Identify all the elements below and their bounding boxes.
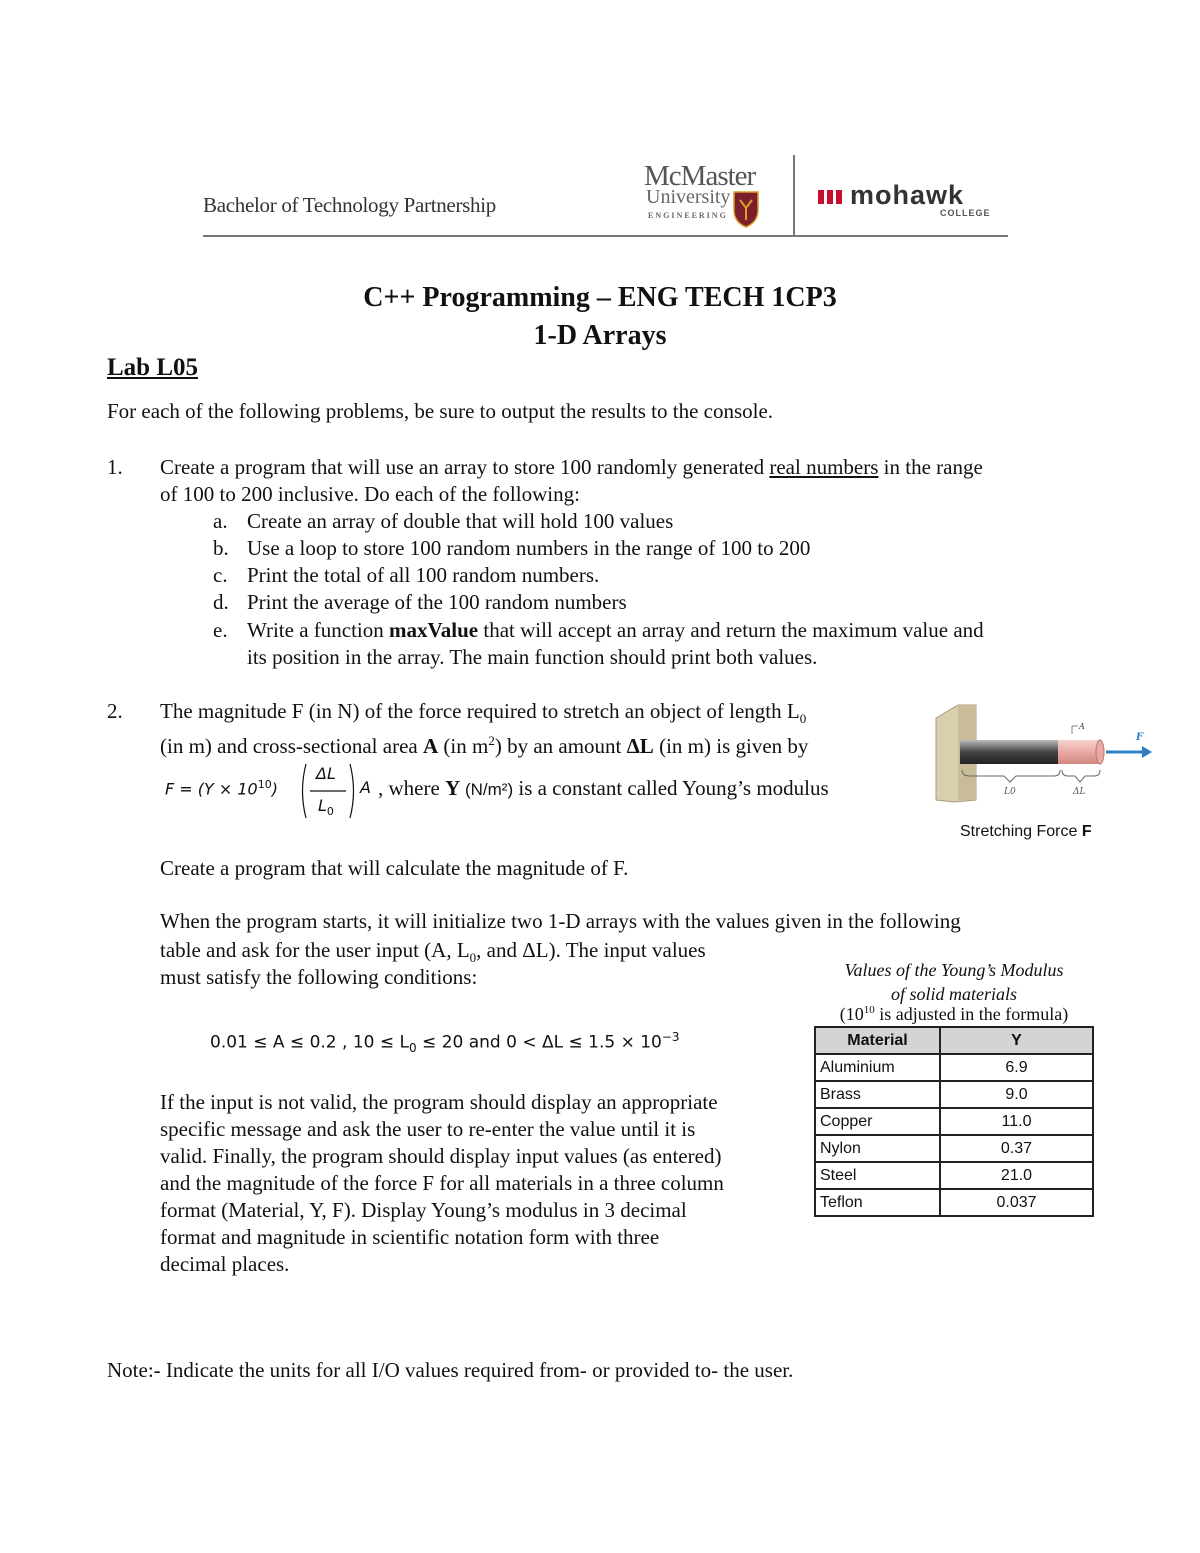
course-title: C++ Programming – ENG TECH 1CP3 bbox=[363, 282, 837, 313]
maxvalue-function-name: maxValue bbox=[389, 618, 479, 642]
fig-label-a: A bbox=[1079, 722, 1085, 731]
youngs-modulus-table bbox=[814, 1026, 1094, 1217]
p2-delta-l-symbol: ΔL bbox=[626, 734, 654, 758]
y-cell: 0.037 bbox=[940, 1189, 1093, 1216]
eq-rhs: A bbox=[360, 778, 371, 797]
item-letter: a. bbox=[213, 509, 228, 533]
when-line1: When the program starts, it will initialize two 1-D arrays with the values given in the following bbox=[160, 909, 961, 933]
p2-l2-a: (in m) and cross-sectional area bbox=[160, 734, 423, 758]
header-rule bbox=[203, 235, 1008, 237]
fig-label-dl: ΔL bbox=[1073, 787, 1086, 797]
p2-l2-c: ) by an amount bbox=[494, 734, 627, 758]
create-program-text: Create a program that will calculate the magnitude of F. bbox=[160, 856, 629, 880]
material-cell: Nylon bbox=[815, 1135, 940, 1162]
eq-exponent: 10 bbox=[257, 778, 272, 791]
item-letter: e. bbox=[213, 618, 228, 642]
problem1-line2: of 100 to 200 inclusive. Do each of the following: bbox=[160, 482, 580, 506]
eq-lhs-text: F = (Y × 10 bbox=[165, 779, 258, 799]
mohawk-logo-name: mohawk bbox=[850, 180, 965, 210]
when-l2-a: table and ask for the user input (A, L bbox=[160, 938, 470, 962]
when-l2-sub: 0 bbox=[469, 950, 477, 966]
item-e-line2: its position in the array. The main function should print both values. bbox=[247, 645, 818, 669]
when-l2-b: , and ΔL). The input values bbox=[476, 938, 706, 962]
eq-numerator: ΔL bbox=[316, 764, 336, 783]
mcmaster-logo-name: McMaster bbox=[644, 160, 756, 192]
item-letter: b. bbox=[213, 536, 229, 560]
p2-l2-b: (in m bbox=[438, 734, 489, 758]
item-e-post: that will accept an array and return the maximum value and bbox=[478, 618, 984, 642]
material-cell: Brass bbox=[815, 1081, 940, 1108]
validation-line: format (Material, Y, F). Display Young’s modulus in 3 decimal bbox=[160, 1198, 687, 1222]
youngs-symbol: Y bbox=[445, 776, 461, 800]
stretching-force-figure bbox=[930, 700, 1160, 810]
when-line3: must satisfy the following conditions: bbox=[160, 965, 478, 989]
problem1-number: 1. bbox=[107, 455, 123, 479]
item-e-pre: Write a function bbox=[247, 618, 390, 642]
validation-line: valid. Finally, the program should display input values (as entered) bbox=[160, 1144, 722, 1168]
item-text: Use a loop to store 100 random numbers in the range of 100 to 200 bbox=[247, 536, 811, 560]
topic-title: 1-D Arrays bbox=[533, 320, 667, 351]
table-row bbox=[815, 1189, 1093, 1216]
caption-note-a: (10 bbox=[839, 1004, 864, 1024]
table-header-row bbox=[815, 1027, 1093, 1054]
eq-close-paren: ) bbox=[271, 779, 278, 799]
validation-line: and the magnitude of the force F for all materials in a three column bbox=[160, 1171, 724, 1195]
where-b: is a constant called Young’s modulus bbox=[513, 776, 829, 800]
youngs-unit: (N/m²) bbox=[460, 780, 514, 799]
p2-l2-d: (in m) is given by bbox=[653, 734, 809, 758]
problem2-line2 bbox=[160, 727, 808, 760]
problem1-line1-post: in the range bbox=[878, 455, 983, 479]
y-cell: 11.0 bbox=[940, 1108, 1093, 1135]
mohawk-bars-icon bbox=[818, 188, 846, 206]
equation-lhs bbox=[165, 778, 278, 798]
eq-den-text: L bbox=[318, 796, 327, 815]
caption-note-b: is adjusted in the formula) bbox=[874, 1004, 1069, 1024]
item-text: Print the total of all 100 random numbers. bbox=[247, 563, 600, 587]
fig-label-f: F bbox=[1136, 732, 1144, 743]
units-note: Note:- Indicate the units for all I/O values required from- or provided to- the user. bbox=[107, 1358, 794, 1382]
validation-line: decimal places. bbox=[160, 1252, 290, 1276]
p2-area-symbol: A bbox=[422, 734, 439, 758]
problem2-line1-text: The magnitude F (in N) of the force required to stretch an object of length L bbox=[160, 699, 800, 723]
l0-subscript: 0 bbox=[799, 711, 807, 727]
real-numbers-emphasis: real numbers bbox=[769, 455, 879, 479]
item-text bbox=[247, 617, 984, 644]
figure-caption bbox=[960, 823, 1092, 841]
mcmaster-logo-university: University bbox=[646, 186, 731, 208]
table-caption-line1: Values of the Young’s Modulus bbox=[844, 960, 1064, 980]
conditions-a: 0.01 ≤ A ≤ 0.2 , 10 ≤ L bbox=[210, 1032, 409, 1053]
intro-text: For each of the following problems, be sure to output the results to the console. bbox=[107, 399, 774, 423]
fig-label-l0: L0 bbox=[1004, 787, 1016, 797]
header-material: Material bbox=[815, 1027, 940, 1054]
validation-line: format and magnitude in scientific notation form with three bbox=[160, 1225, 660, 1249]
table-row bbox=[815, 1135, 1093, 1162]
lab-heading: Lab L05 bbox=[107, 354, 199, 381]
header-y: Y bbox=[940, 1027, 1093, 1054]
conditions-b: ≤ 20 and 0 < ΔL ≤ 1.5 × 10 bbox=[416, 1032, 662, 1053]
fig-caption-f: F bbox=[1081, 823, 1092, 840]
table-row bbox=[815, 1162, 1093, 1189]
eq-den-sub: 0 bbox=[326, 805, 334, 819]
table-row bbox=[815, 1081, 1093, 1108]
y-cell: 6.9 bbox=[940, 1054, 1093, 1081]
mcmaster-crest-icon bbox=[732, 190, 760, 228]
where-a: , where bbox=[378, 776, 446, 800]
problem1-line1-pre: Create a program that will use an array to store 100 randomly generated bbox=[160, 455, 770, 479]
material-cell: Teflon bbox=[815, 1189, 940, 1216]
where-text bbox=[378, 775, 829, 803]
table-row bbox=[815, 1054, 1093, 1081]
y-cell: 9.0 bbox=[940, 1081, 1093, 1108]
conditions-exp: −3 bbox=[661, 1030, 680, 1044]
fig-caption-text: Stretching Force bbox=[960, 823, 1082, 840]
item-text: Create an array of double that will hold 100 values bbox=[247, 509, 674, 533]
conditions-sub: 0 bbox=[409, 1041, 417, 1056]
y-cell: 21.0 bbox=[940, 1162, 1093, 1189]
table-caption bbox=[814, 958, 1094, 1006]
caption-note-sup: 10 bbox=[863, 1004, 875, 1016]
problem2-number: 2. bbox=[107, 699, 123, 723]
y-cell: 0.37 bbox=[940, 1135, 1093, 1162]
validation-line: If the input is not valid, the program should display an appropriate bbox=[160, 1090, 718, 1114]
p2-m2-sup: 2 bbox=[488, 733, 495, 748]
partnership-title: Bachelor of Technology Partnership bbox=[203, 193, 496, 217]
material-cell: Aluminium bbox=[815, 1054, 940, 1081]
table-caption-line2: of solid materials bbox=[890, 984, 1017, 1004]
table-row bbox=[815, 1108, 1093, 1135]
item-letter: c. bbox=[213, 563, 228, 587]
header-divider bbox=[793, 155, 795, 235]
validation-line: specific message and ask the user to re-enter the value until it is bbox=[160, 1117, 696, 1141]
mcmaster-logo-faculty: ENGINEERING bbox=[648, 211, 728, 220]
item-text: Print the average of the 100 random numbers bbox=[247, 590, 627, 614]
mohawk-logo-college: COLLEGE bbox=[940, 208, 991, 218]
item-letter: d. bbox=[213, 590, 229, 614]
material-cell: Steel bbox=[815, 1162, 940, 1189]
material-cell: Copper bbox=[815, 1108, 940, 1135]
table-caption-note bbox=[814, 1004, 1094, 1025]
problem1-line1 bbox=[160, 454, 983, 481]
eq-denominator bbox=[318, 796, 334, 818]
input-conditions bbox=[210, 1030, 680, 1055]
